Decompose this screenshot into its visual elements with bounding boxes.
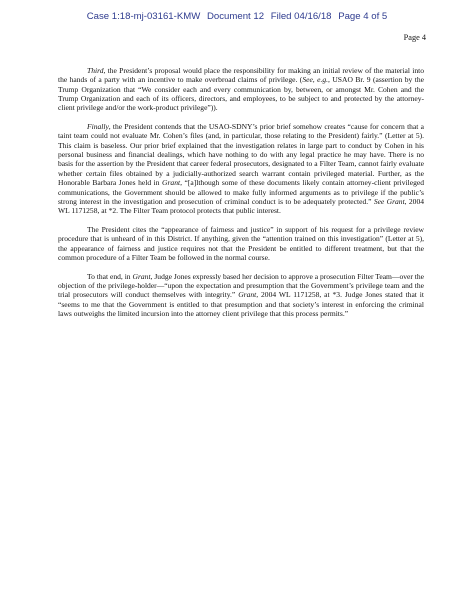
paragraph-appearance xyxy=(58,225,424,262)
document-number: Document 12 xyxy=(206,11,265,22)
filed-date: Filed 04/16/18 xyxy=(270,11,332,22)
paragraph-finally xyxy=(58,122,424,215)
paragraph-lead: Finally xyxy=(87,122,109,132)
case-name: Grant xyxy=(162,178,181,188)
document-body xyxy=(58,66,424,328)
citation-signal: See Grant xyxy=(373,196,405,206)
paragraph-third xyxy=(58,66,424,113)
paragraph-text: , the President contends that the USAO-SDNY’s prior brief somehow creates “cause for concern that a taint team could not evaluate Mr. Cohen’s files (and, in particular, those relating to the President) fairly.” (Letter at 5). This claim is baseless. Our prior brief explained that the investigation relates in large part to conduct by Cohen in his personal business and financial dealings, which have nothing to do with any legal practice he may have. There is no basis for the assertion by the President that career federal prosecutors, designated to a Filter Team, cannot fairly evaluate whether certain files obtained by a judicially-authorized search warrant contain privileged material. Further, as the Honorable Barbara Jones held in xyxy=(58,122,424,188)
case-number: Case 1:18-mj-03161-KMW xyxy=(86,11,201,22)
citation-signal: See, e.g. xyxy=(302,75,329,85)
case-name: Grant xyxy=(238,290,257,300)
paragraph-text: , USAO Br. 9 (assertion by the Trump Organization that “We consider each and every communication by, between, or amongst Mr. Cohen and the Trump Organization and each of its officers, directors, and employees, to be subject to and protected by the attorney-client privilege and/or the work-product privilege”)). xyxy=(58,75,424,113)
paragraph-lead: Third xyxy=(87,66,104,75)
paragraph-text: , 2004 WL 1171258, at *2. The Filter Team protocol protects that public interest. xyxy=(58,196,424,216)
paragraph-text: , 2004 WL 1171258, at *3. Judge Jones stated that it “seems to me that the Government is entitled to that presumption and that society’s interest in enforcing the criminal laws outweighs the limited incursion into the attorney client privilege that this process permits.” xyxy=(58,290,424,319)
paragraph-text: The President cites the “appearance of fairness and justice” in support of his request for a privilege review procedure that is unheard of in this District. If anything, given the “attention trained on this investigation” (Letter at 5), the appearance of fairness and justice requires not that the President be entitled to different treatment, but that the common procedure of a Filter Team be followed in the normal course. xyxy=(58,224,424,262)
page-number: Page 4 xyxy=(403,33,426,42)
case-name: Grant xyxy=(132,271,151,281)
paragraph-text: , the President’s proposal would place the responsibility for making an initial review of the material into the hands of a party with an incentive to make overbroad claims of privilege. ( xyxy=(58,66,424,85)
paragraph-text: , Judge Jones expressly based her decision to approve a prosecution Filter Team—over the objection of the privilege-holder—“upon the expectation and presumption that the Government’s privilege team and the trial prosecutors will conduct themselves with integrity.” xyxy=(58,271,425,300)
paragraph-grant xyxy=(58,272,424,319)
paragraph-text: To that end, in xyxy=(87,271,133,281)
ecf-filing-header xyxy=(0,11,474,22)
paragraph-text: , “[a]lthough some of these documents likely contain attorney-client privileged communications, the Government should be allowed to make fully informed arguments as to privilege if the public’s strong interest in the investigation and prosecution of criminal conduct is to be adequately protected.” xyxy=(58,178,424,206)
page-count: Page 4 of 5 xyxy=(338,11,388,22)
